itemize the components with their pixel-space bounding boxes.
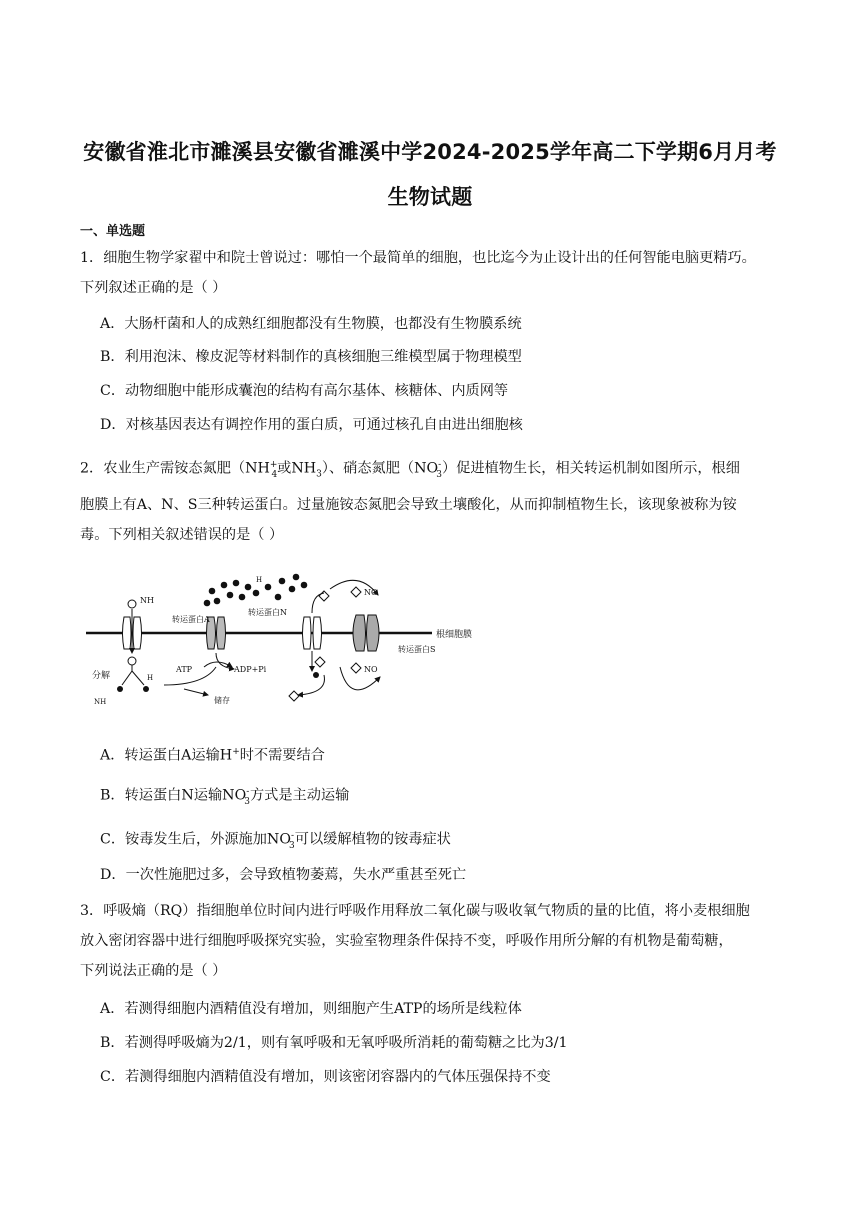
no3-bottom-label: NO [364,665,378,674]
nh3-dot-icon [117,686,123,692]
transporter-n-label: 转运蛋白N [248,608,287,617]
question-2-option-a: A．转运蛋白A运输H+时不需要结合 [100,747,325,764]
question-1-option-a: A．大肠杆菌和人的成熟红细胞都没有生物膜，也都没有生物膜系统 [100,316,522,332]
transporter-s-icon [353,615,379,651]
question-1-option-c: C．动物细胞中能形成囊泡的结构有高尔基体、核糖体、内质网等 [100,383,509,399]
h-label-bottom: H [147,674,154,682]
transport-mechanism-figure [84,567,484,715]
question-2-line1: 2．农业生产需铵态氮肥（$NH^+_4$或$NH_3$）、硝态氮肥$(NO^-_3)$促进植物生长，相关转运机制如图所示，根细 [80,460,740,480]
question-2-line3: 毒。下列相关叙述错误的是（ ） [80,526,284,543]
nh4-circle-icon [128,600,136,608]
question-3-option-b: B．若测得呼吸熵为2/1，则有氧呼吸和无氧呼吸所消耗的葡萄糖之比为3/1 [100,1035,568,1051]
document-subtitle: 生物试题 [387,185,473,209]
question-2-option-b: B．转运蛋白N运输$NO^-_3$方式是主动运输 [100,787,350,807]
membrane-label: 根细胞膜 [436,630,473,640]
question-3-line1: 3．呼吸熵（RQ）指细胞单位时间内进行呼吸作用释放二氧化碳与吸收氧气物质的量的比值，将小麦根细胞 [80,903,750,919]
question-2-option-d: D．一次性施肥过多，会导致植物萎蔫，失水严重甚至死亡 [100,867,467,883]
question-3-option-c: C．若测得细胞内酒精值没有增加，则该密闭容器内的气体压强保持不变 [100,1069,551,1085]
no3-top-diamond-icon [351,587,361,597]
question-2-line2: 胞膜上有A、N、S三种转运蛋白。过量施铵态氮肥会导致土壤酸化，从而抑制植物生长，该现象被称为铵 [80,496,737,513]
question-1-option-b: B．利用泡沫、橡皮泥等材料制作的真核细胞三维模型属于物理模型 [100,349,522,365]
h-label-top: H [256,576,263,584]
question-1-line2: 下列叙述正确的是（ ） [80,280,227,296]
adp-label: ADP+Pi [234,665,267,674]
question-3-stem [80,896,790,986]
nh4-label: NH [140,596,154,605]
document-title: 安徽省淮北市濉溪县安徽省濉溪中学2024-2025学年高二下学期6月月考 [83,140,777,164]
no3-bottom-diamond-icon [351,663,361,673]
atp-label: ATP [176,665,193,674]
transporter-a-label: 转运蛋白A [172,615,210,624]
h-dot-icon [143,686,149,692]
question-1-option-d: D．对核基因表达有调控作用的蛋白质，可通过核孔自由进出细胞核 [100,417,523,433]
nh4-inside-circle-icon [128,657,136,665]
question-3-option-a: A．若测得细胞内酒精值没有增加，则细胞产生ATP的场所是线粒体 [100,1001,522,1017]
question-3-line3: 下列说法正确的是（ ） [80,963,227,979]
question-2-stem [80,450,790,550]
question-2-option-c: C．铵毒发生后，外源施加$NO^-_3$可以缓解植物的铵毒症状 [100,831,451,851]
question-1-line1: 1．细胞生物学家翟中和院士曾说过：哪怕一个最简单的细胞，也比迄今为止设计出的任何智能电脑更精巧。 [80,250,756,266]
decompose-label: 分解 [92,671,111,681]
question-3-line2: 放入密闭容器中进行细胞呼吸探究实验，实验室物理条件保持不变，呼吸作用所分解的有机物是葡萄糖， [80,933,733,949]
storage-label: 储存 [214,696,230,705]
question-1-stem [80,243,790,303]
section-heading: 一、单选题 [80,224,146,239]
no3-diamond-icon [319,591,329,601]
nh3-label: NH [94,698,107,706]
no3-top-label: NO [364,588,378,597]
transporter-s-label: 转运蛋白S [398,645,436,654]
